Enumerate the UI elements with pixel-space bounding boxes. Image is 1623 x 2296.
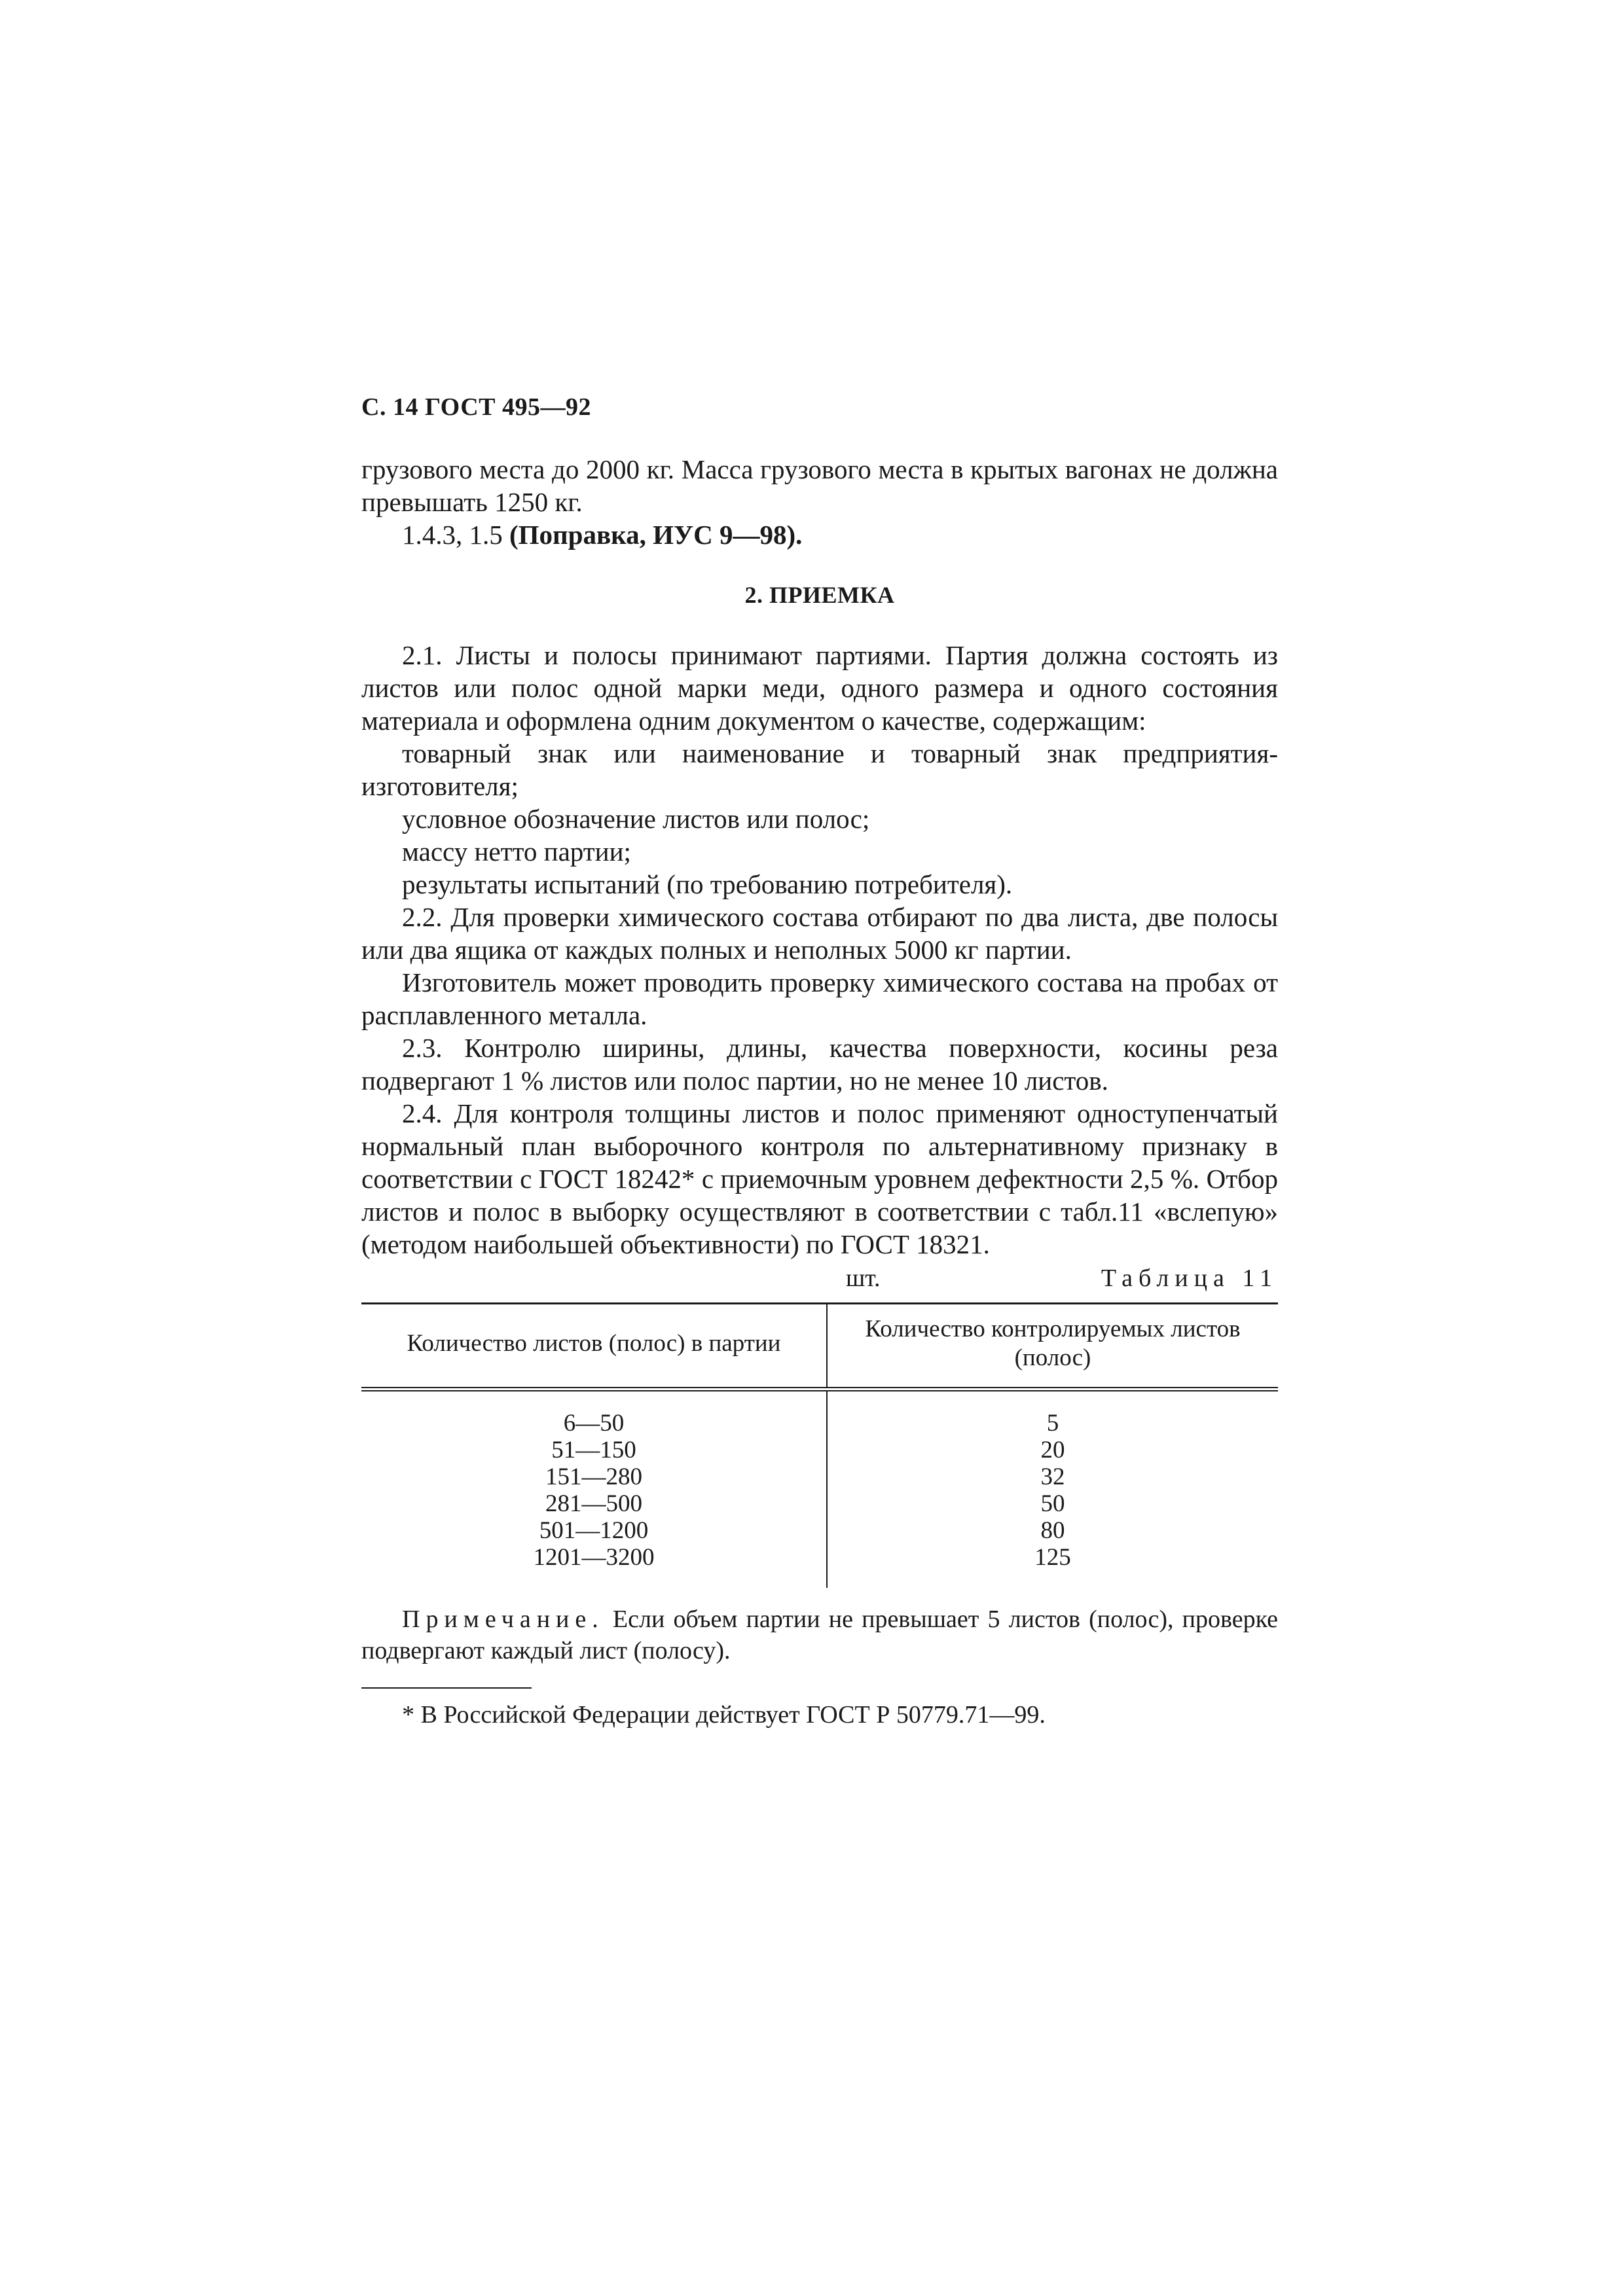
sample-size-cell: 5 [1046, 1410, 1059, 1437]
table-row [361, 1544, 1278, 1588]
sample-size-cell: 20 [1040, 1437, 1065, 1463]
clause-2-1: 2.1. Листы и полосы принимают партиями. Партия должна состоять из листов или полос одной марки меди, одного размера и одного состояния материала и оформлена одним документом о качестве, содержащим: [361, 640, 1278, 736]
intro-paragraph: грузового места до 2000 кг. Масса грузового места в крытых вагонах не должна превышать 1250 кг. [361, 454, 1278, 517]
section-title: 2. ПРИЕМКА [744, 582, 895, 608]
lot-size-cell: 1201—3200 [361, 1544, 827, 1588]
clause-2-4: 2.4. Для контроля толщины листов и полос применяют одноступенчатый нормальный план выборочного контроля по альтернативному признаку в соответствии с ГОСТ 18242* с приемочным уровнем дефектности 2,5 %. Отбор листов и полос в выборку осуществляют в соответствии с табл.11 «вслепую» (методом наибольшей объективности) по ГОСТ 18321. [361, 1098, 1278, 1259]
lot-size-cell: 151—280 [361, 1463, 827, 1490]
lot-size-cell: 51—150 [361, 1437, 827, 1463]
clause-2-3: 2.3. Контролю ширины, длины, качества поверхности, косины реза подвергают 1 % листов или полос партии, но не менее 10 листов. [361, 1033, 1278, 1096]
lot-size-cell: 6—50 [361, 1390, 827, 1437]
lot-size-cell: 281—500 [361, 1490, 827, 1517]
footnote: * В Российской Федерации действует ГОСТ Р 50779.71—99. [402, 1701, 1046, 1729]
table-number: Таблица 11 [1101, 1265, 1278, 1292]
note-label: Примечание. [402, 1605, 604, 1633]
amendment-prefix: 1.4.3, 1.5 [402, 520, 509, 550]
note-text: Если объем партии не превышает 5 листов (полос), проверке подвергают каждый лист (полосу). [361, 1605, 1278, 1664]
amendment-line [361, 518, 1278, 551]
table-caption [361, 1263, 1278, 1293]
table-row [361, 1437, 1278, 1463]
table-unit: шт. [846, 1265, 881, 1292]
column-header-sample-size: Количество контролируемых листов (полос) [827, 1304, 1278, 1390]
table-note [361, 1604, 1278, 1666]
clause-2-2-continued: Изготовитель может проводить проверку химического состава на пробах от расплавленного металла. [361, 967, 1278, 1030]
sample-size-cell: 125 [1034, 1544, 1071, 1571]
table-body [361, 1390, 1278, 1588]
table-row [361, 1490, 1278, 1517]
sample-size-cell: 50 [1040, 1490, 1065, 1517]
list-item-designation: условное обозначение листов или полос; [402, 804, 870, 834]
list-item-test-results: результаты испытаний (по требованию потребителя). [402, 869, 1013, 899]
list-item-trademark: товарный знак или наименование и товарный знак предприятия-изготовителя; [361, 738, 1278, 801]
table-row [361, 1517, 1278, 1544]
table-row [361, 1463, 1278, 1490]
table-row [361, 1390, 1278, 1437]
lot-size-cell: 501—1200 [361, 1517, 827, 1544]
clause-2-2: 2.2. Для проверки химического состава отбирают по два листа, две полосы или два ящика от каждых полных и неполных 5000 кг партии. [361, 902, 1278, 965]
list-item-net-mass: массу нетто партии; [402, 836, 631, 867]
footnote-divider [361, 1687, 532, 1689]
sample-size-cell: 32 [1040, 1463, 1065, 1490]
table-header-row [361, 1304, 1278, 1390]
sample-size-table [361, 1302, 1278, 1588]
column-header-lot-size: Количество листов (полос) в партии [361, 1304, 827, 1390]
document-page [361, 393, 1278, 1731]
amendment-reference: (Поправка, ИУС 9—98). [509, 520, 803, 550]
page-header: С. 14 ГОСТ 495—92 [361, 393, 591, 421]
sample-size-cell: 80 [1040, 1517, 1065, 1544]
